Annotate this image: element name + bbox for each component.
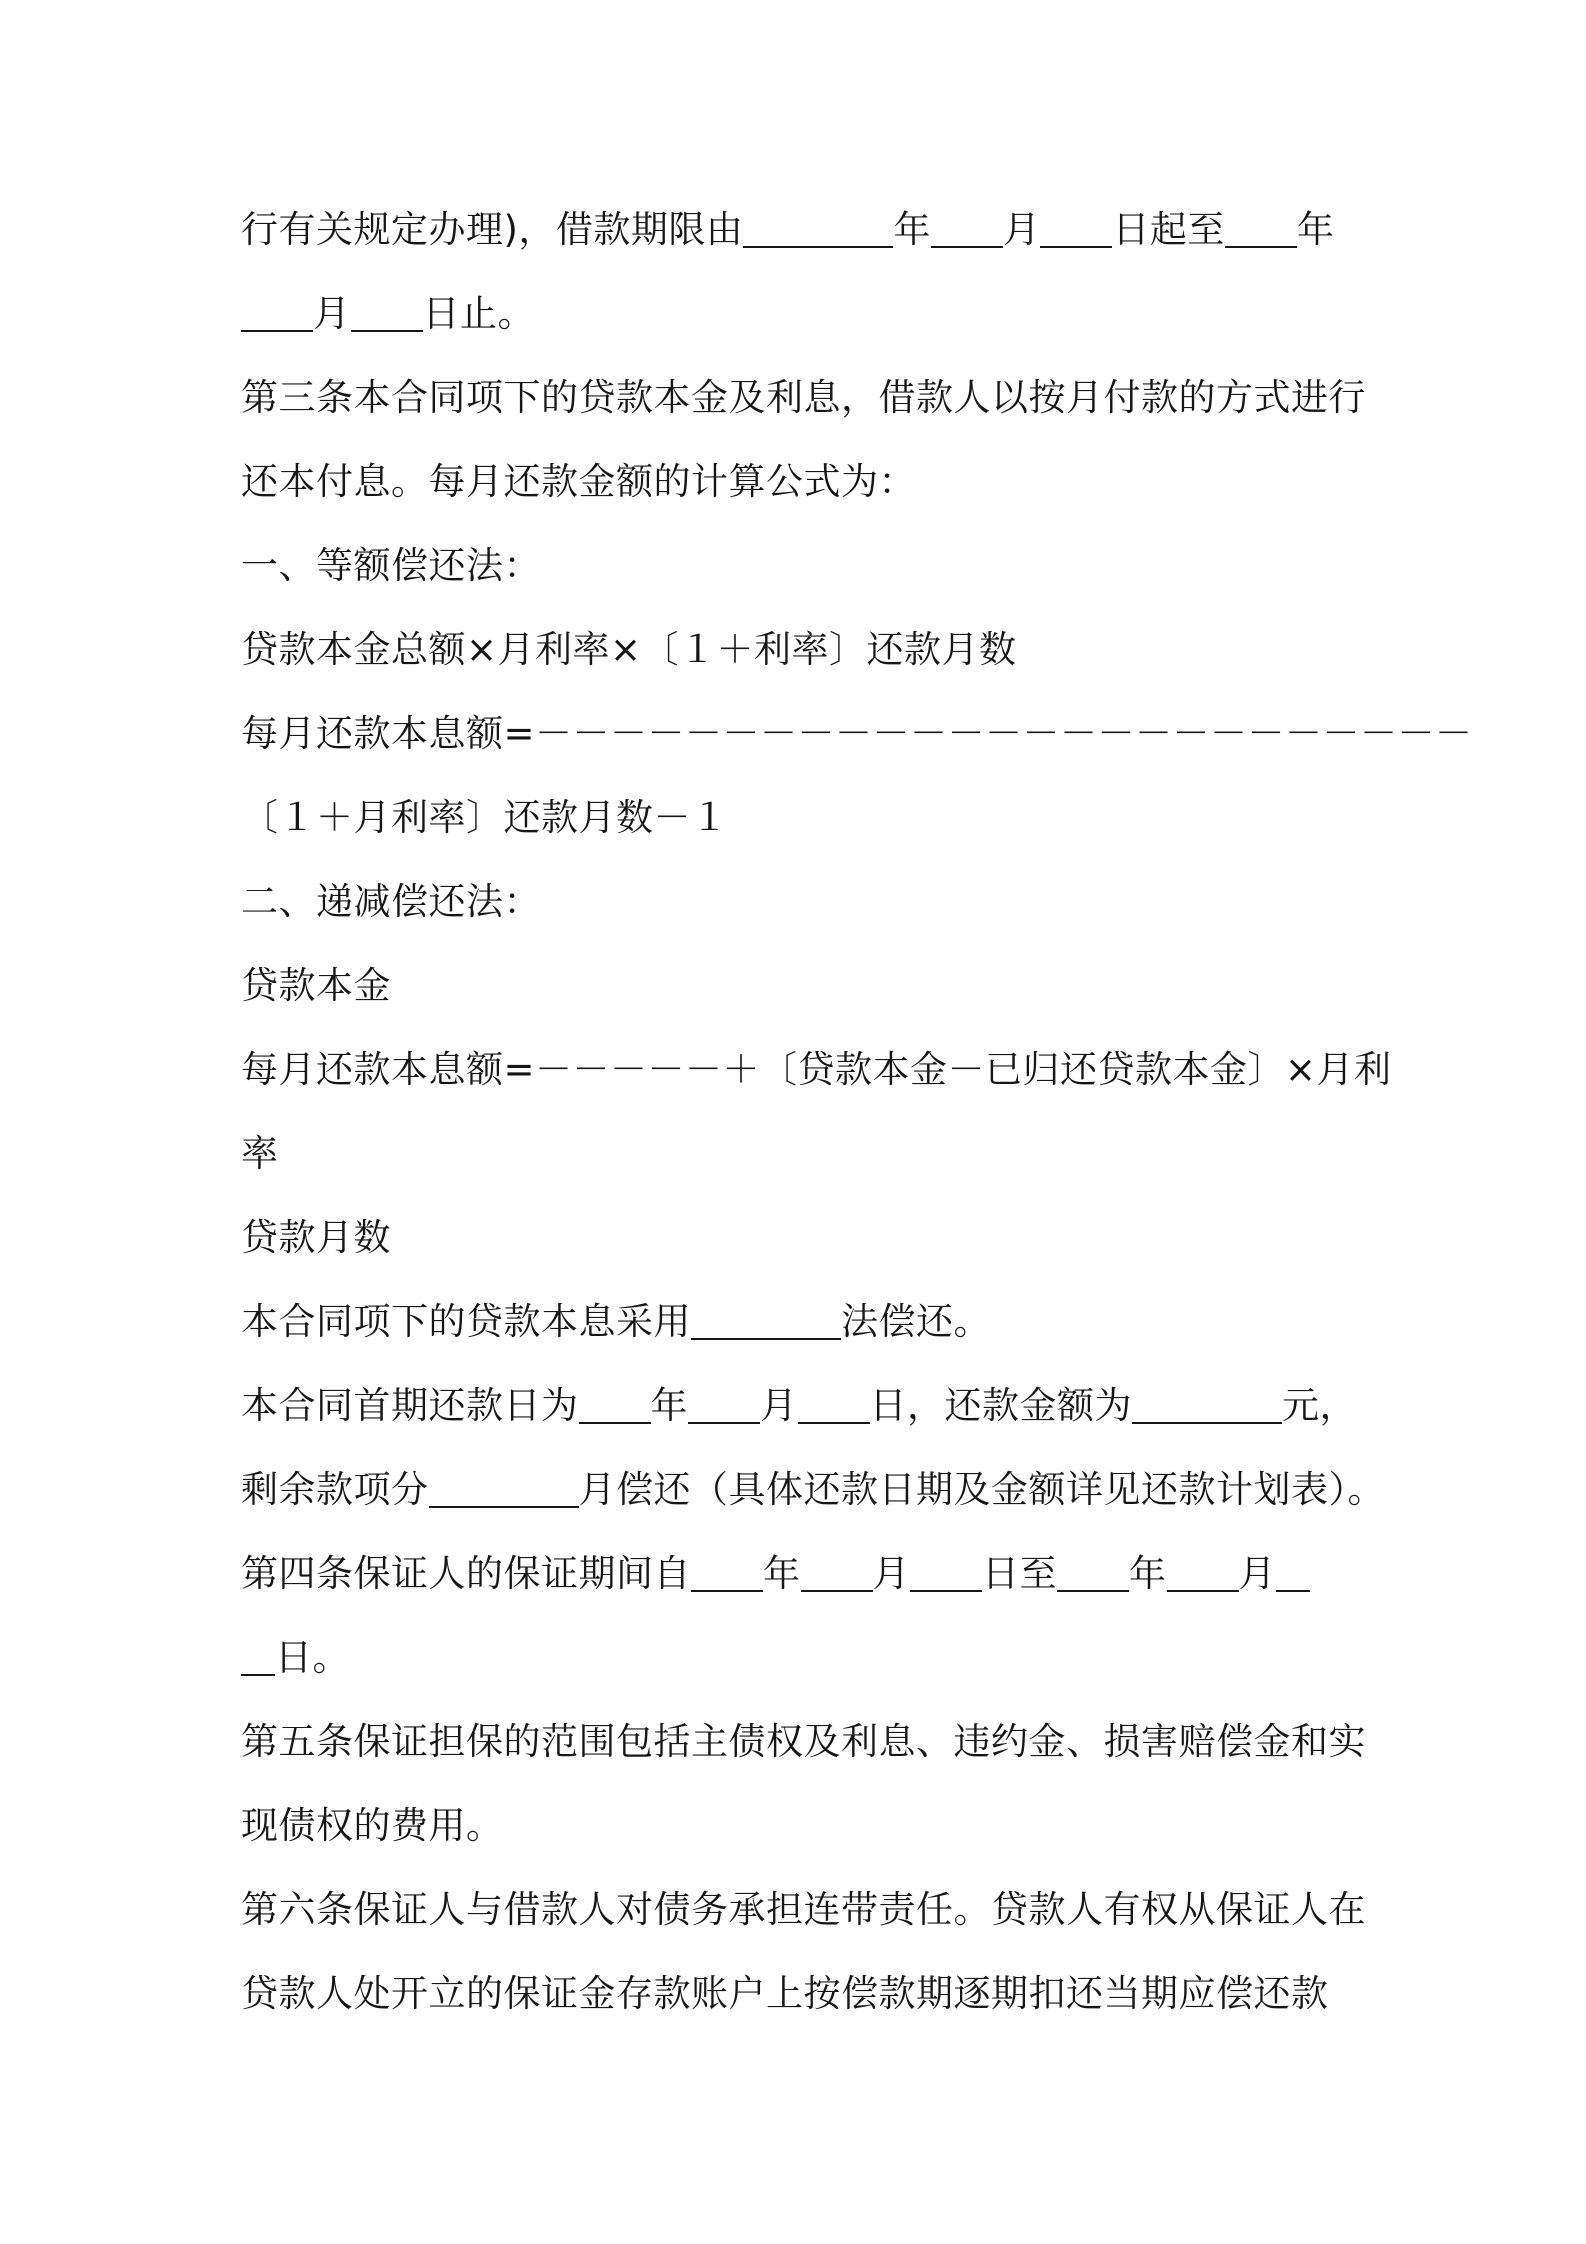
text-segment: 年: [763, 1552, 801, 1595]
text-line-loan-term: [241, 200, 1334, 260]
blank-field-day: [1040, 206, 1112, 248]
text-segment: 本合同项下的贷款本息采用: [241, 1300, 691, 1343]
text-segment: 本合同首期还款日为: [241, 1384, 579, 1427]
blank-field-month: [931, 206, 1003, 248]
text-segment: 第四条保证人的保证期间自: [241, 1552, 691, 1595]
text-segment: 月: [313, 292, 351, 335]
text-line-first-repayment: [241, 1376, 1357, 1436]
text-segment: 法偿还。: [841, 1300, 991, 1343]
blank-field-day: [241, 1634, 275, 1676]
blank-field-year: [579, 1382, 651, 1424]
text-segment: 日止。: [422, 292, 535, 335]
text-segment: 年: [650, 1384, 688, 1427]
article-5-paragraph: 第五条保证担保的范围包括主债权及利息、违约金、损害赔偿金和实: [241, 1720, 1366, 1763]
text-segment: 月: [872, 1552, 910, 1595]
blank-field-amount: [1132, 1382, 1282, 1424]
blank-field-day: [910, 1550, 982, 1592]
blank-field-year: [1057, 1550, 1129, 1592]
text-segment: 年: [1296, 208, 1335, 251]
text-segment: 月偿还（具体还款日期及金额详见还款计划表）。: [578, 1468, 1385, 1511]
text-segment: 日起至: [1112, 208, 1225, 251]
text-segment: 日。: [275, 1636, 350, 1679]
formula-line-cont: 率: [241, 1132, 279, 1175]
section-heading-equal-repayment: 一、等额偿还法：: [241, 544, 541, 587]
text-segment: 年: [1129, 1552, 1167, 1595]
text-line-loan-term-end: [241, 284, 535, 344]
text-line-repayment-method: [241, 1292, 991, 1352]
text-segment: 日至: [982, 1552, 1057, 1595]
text-line-remaining-installments: [241, 1460, 1385, 1520]
text-segment: 月: [760, 1384, 798, 1427]
formula-line: 每月还款本息额=－－－－－－－－－－－－－－－－－－－－－－－－－: [241, 712, 1473, 755]
blank-field-method: [691, 1298, 841, 1340]
blank-field-year: [743, 206, 893, 248]
article-4-paragraph: [241, 1544, 1310, 1604]
text-segment: 月: [1002, 208, 1041, 251]
formula-denominator: 〔１＋月利率〕还款月数－１: [241, 796, 729, 839]
formula-line: 每月还款本息额=－－－－－＋〔贷款本金－已归还贷款本金〕×月利: [241, 1048, 1392, 1091]
blank-field-day: [1276, 1550, 1310, 1592]
formula-numerator: 贷款本金: [241, 964, 391, 1007]
blank-field-month: [1167, 1550, 1239, 1592]
article-6-paragraph: 第六条保证人与借款人对债务承担连带责任。贷款人有权从保证人在: [241, 1888, 1366, 1931]
blank-field-month: [241, 290, 313, 332]
text-segment: 月: [1238, 1552, 1276, 1595]
text-segment: 元，: [1282, 1384, 1357, 1427]
text-segment: 年: [893, 208, 931, 251]
formula-numerator: 贷款本金总额×月利率×〔１＋利率〕还款月数: [241, 628, 1017, 671]
article-6-paragraph-cont: 贷款人处开立的保证金存款账户上按偿款期逐期扣还当期应偿还款: [241, 1972, 1329, 2015]
blank-field-year: [1225, 206, 1297, 248]
article-3-paragraph: 第三条本合同项下的贷款本金及利息，借款人以按月付款的方式进行: [241, 376, 1366, 419]
article-4-paragraph-cont: [241, 1628, 350, 1688]
blank-field-day: [351, 290, 423, 332]
text-segment: 日，还款金额为: [869, 1384, 1132, 1427]
section-heading-decreasing-repayment: 二、递减偿还法：: [241, 880, 541, 923]
text-segment: 行有关规定办理)，借款期限由: [241, 208, 744, 251]
blank-field-month: [801, 1550, 873, 1592]
article-5-paragraph-cont: 现债权的费用。: [241, 1804, 504, 1847]
blank-field-year: [691, 1550, 763, 1592]
text-segment: 剩余款项分: [241, 1468, 429, 1511]
formula-denominator: 贷款月数: [241, 1216, 391, 1259]
blank-field-month: [688, 1382, 760, 1424]
blank-field-day: [798, 1382, 870, 1424]
article-3-paragraph-cont: 还本付息。每月还款金额的计算公式为：: [241, 460, 916, 503]
blank-field-months: [429, 1466, 579, 1508]
